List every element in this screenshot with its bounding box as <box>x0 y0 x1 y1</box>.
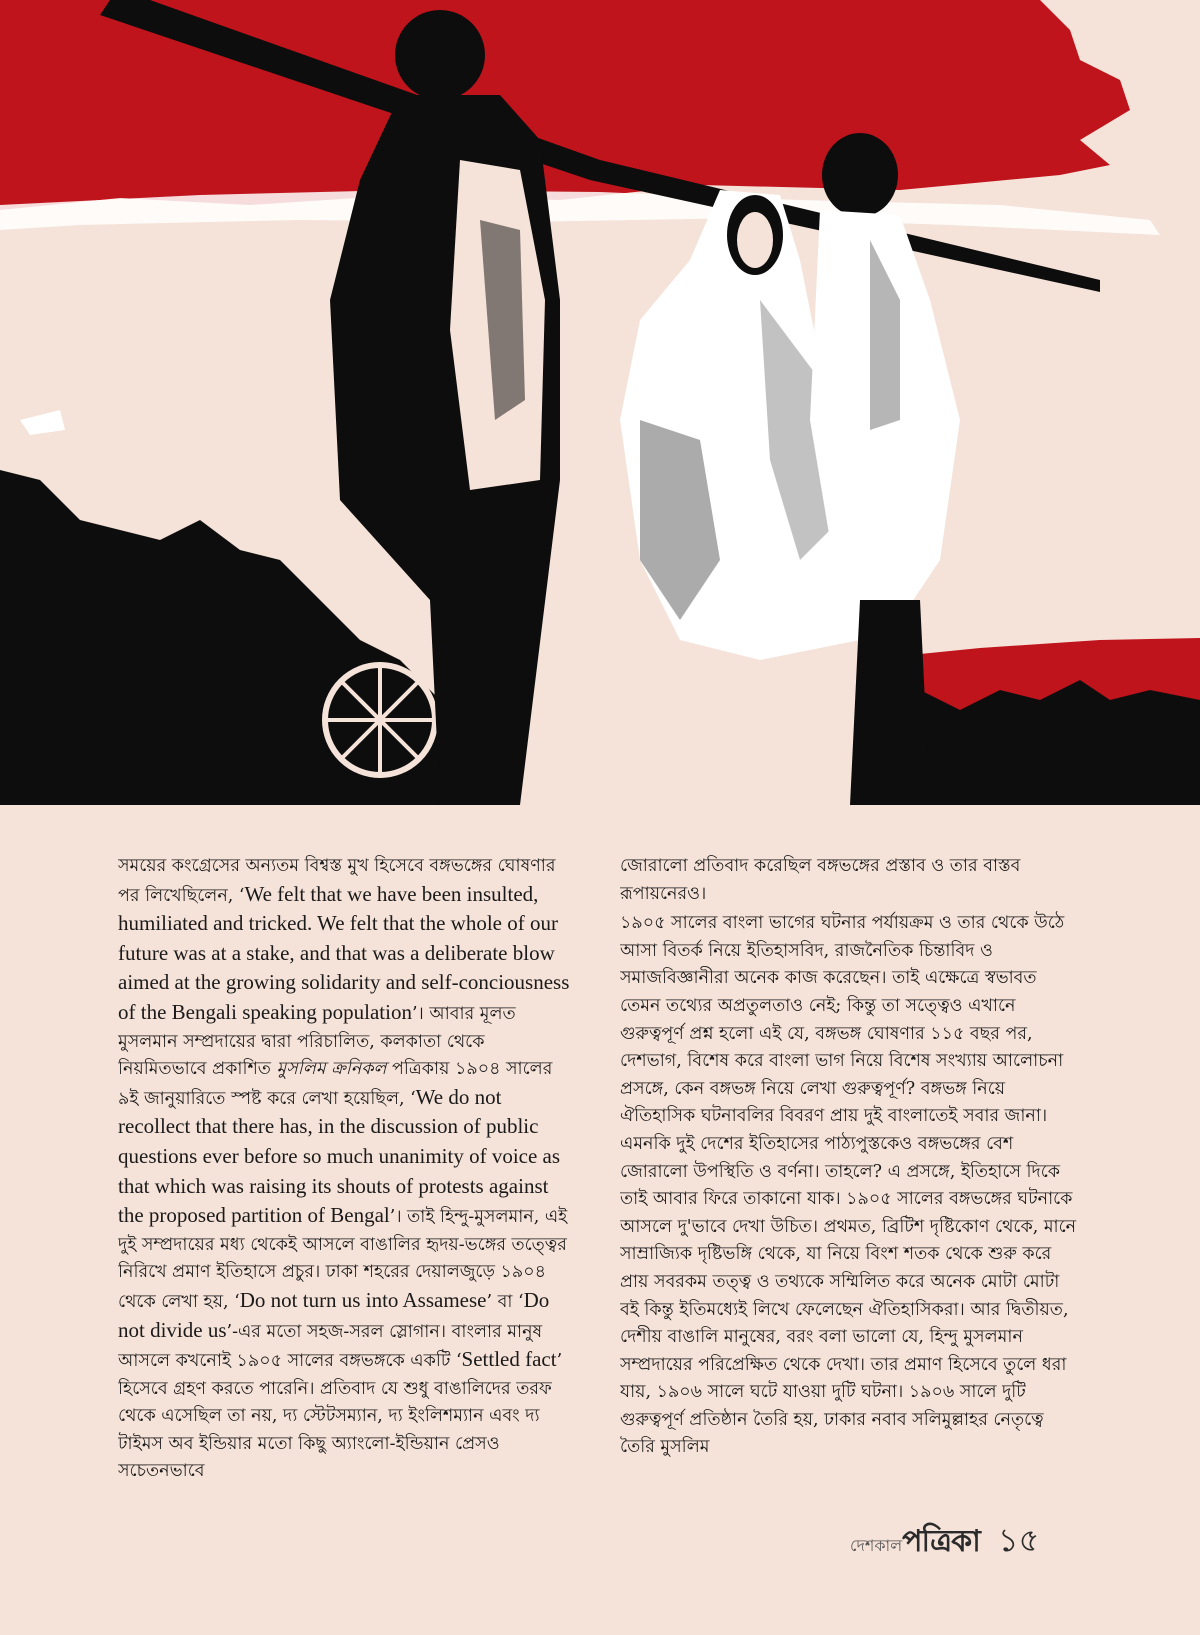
text-run: পত্রিকায় ১৯০৪ সালের ৯ই জানুয়ারিতে স্পষ্ট করে লেখা হয়েছিল, ‘ <box>118 1059 553 1109</box>
english-quote: We do not recollect that there has, in the discussion of public questions ever before so much unanimity of voice as that which was raising its shouts of protests against the proposed partition of Bengal <box>118 1084 561 1228</box>
text-run: ’ হিসেবে গ্রহণ করতে পারেনি। প্রতিবাদ যে শুধু বাঙালিদের তরফ থেকে এসেছিল তা নয়, দ্য স্টেটসম্যান, দ্য ইংলিশম্যান এবং দ্য টাইমস অব ইন্ডিয়ার মতো কিছু অ্যাংলো-ইন্ডিয়ান প্রেসও সচেতনভাবে <box>118 1351 563 1482</box>
right-column <box>620 853 1080 1493</box>
english-phrase: Settled fact <box>461 1347 557 1372</box>
text-run: ’ বা ‘ <box>486 1291 524 1312</box>
logo-text-large: পত্রিকা <box>902 1523 980 1559</box>
right-paragraph-1: জোরালো প্রতিবাদ করেছিল বঙ্গভঙ্গের প্রস্তাব ও তার বাস্তব রূপায়নেরও। <box>620 856 1021 904</box>
magazine-logo <box>850 1517 980 1568</box>
article-body <box>118 853 1080 1493</box>
english-slogan: Do not divide us <box>118 1287 550 1342</box>
text-run: ’। তাই হিন্দু-মুসলমান, এই দুই সম্প্রদায়ের মধ্য থেকেই আসলে বাঙালির হৃদয়-ভঙ্গের তত্ত্বের নিরিখে প্রমাণ ইতিহাসে প্রচুর। ঢাকা শহরের দেয়ালজুড়ে ১৯০৪ থেকে লেখা হয়, ‘ <box>118 1207 568 1312</box>
logo-text-small: দেশকাল <box>850 1535 903 1555</box>
protest-illustration-image <box>0 0 1200 805</box>
english-slogan: Do not turn us into Assamese <box>239 1287 487 1312</box>
page-footer <box>850 1520 1090 1564</box>
text-run: ’। আবার মূলত মুসলমান সম্প্রদায়ের দ্বারা পরিচালিত, কলকাতা থেকে নিয়মিতভাবে প্রকাশিত <box>118 1003 516 1080</box>
right-paragraph-2: ১৯০৫ সালের বাংলা ভাগের ঘটনার পর্যায়ক্রম ও তার থেকে উঠে আসা বিতর্ক নিয়ে ইতিহাসবিদ, রাজনৈতিক চিন্তাবিদ ও সমাজবিজ্ঞানীরা অনেক কাজ করেছেন। তাই এক্ষেত্রে স্বভাবত তেমন তথ্যের অপ্রতুলতাও নেই; কিন্তু তা সত্ত্বেও এখানে গুরুত্বপূর্ণ প্রশ্ন হলো এই যে, বঙ্গভঙ্গ ঘোষণার ১১৫ বছর পর, দেশভাগ, বিশেষ করে বাংলা ভাগ নিয়ে বিশেষ সংখ্যায় আলোচনা প্রসঙ্গে, কেন বঙ্গভঙ্গ নিয়ে লেখা গুরুত্বপূর্ণ? বঙ্গভঙ্গ নিয়ে ঐতিহাসিক ঘটনাবলির বিবরণ প্রায় দুই বাংলাতেই সবার জানা। এমনকি দুই দেশের ইতিহাসের পাঠ্যপুস্তকেও বঙ্গভঙ্গের বেশ জোরালো উপস্থিতি ও বর্ণনা। তাহলে? এ প্রসঙ্গে, ইতিহাসে দিকে তাই আবার ফিরে তাকানো যাক। ১৯০৫ সালের বঙ্গভঙ্গের ঘটনাকে আসলে দু'ভাবে দেখা উচিত। প্রথমত, ব্রিটিশ দৃষ্টিকোণ থেকে, মানে সাম্রাজ্যিক দৃষ্টিভঙ্গি থেকে, যা নিয়ে বিংশ শতক থেকে শুরু করে প্রায় সবরকম তত্ত্ব ও তথ্যকে সম্মিলিত করে অনেক মোটা মোটা বই কিন্তু ইতিমধ্যেই লিখে ফেলেছেন ঐতিহাসিকরা। আর দ্বিতীয়ত, দেশীয় বাঙালি মানুষের, বরং বলা ভালো যে, হিন্দু মুসলমান সম্প্রদায়ের পরিপ্রেক্ষিত থেকে দেখা। তার প্রমাণ হিসেবে তুলে ধরা যায়, ১৯০৬ সালে ঘটে যাওয়া দুটি ঘটনা। ১৯০৬ সালে দুটি গুরুত্বপূর্ণ প্রতিষ্ঠান তৈরি হয়, ঢাকার নবাব সলিমুল্লাহর নেতৃত্বে তৈরি মুসলিম <box>620 913 1077 1458</box>
left-paragraph <box>118 853 578 1486</box>
hero-illustration <box>0 0 1200 805</box>
text-run: সময়ের কংগ্রেসের অন্যতম বিশ্বস্ত মুখ হিসেবে বঙ্গভঙ্গের ঘোষণার পর লিখেছিলেন, ‘ <box>118 856 556 906</box>
english-quote: We felt that we have been insulted, humiliated and tricked. We felt that the whole of our future was at a stake, and that was a deliberate blow aimed at the growing solidarity and self-conciousness of the Bengali speaking population <box>118 881 570 1024</box>
publication-name: মুসলিম ক্রনিকল <box>276 1059 387 1080</box>
page-number: ১৫ <box>997 1521 1040 1559</box>
text-run: ’-এর মতো সহজ-সরল স্লোগান। বাংলার মানুষ আসলে কখনোই ১৯০৫ সালের বঙ্গভঙ্গকে একটি ‘ <box>118 1321 543 1372</box>
left-column <box>118 853 578 1493</box>
